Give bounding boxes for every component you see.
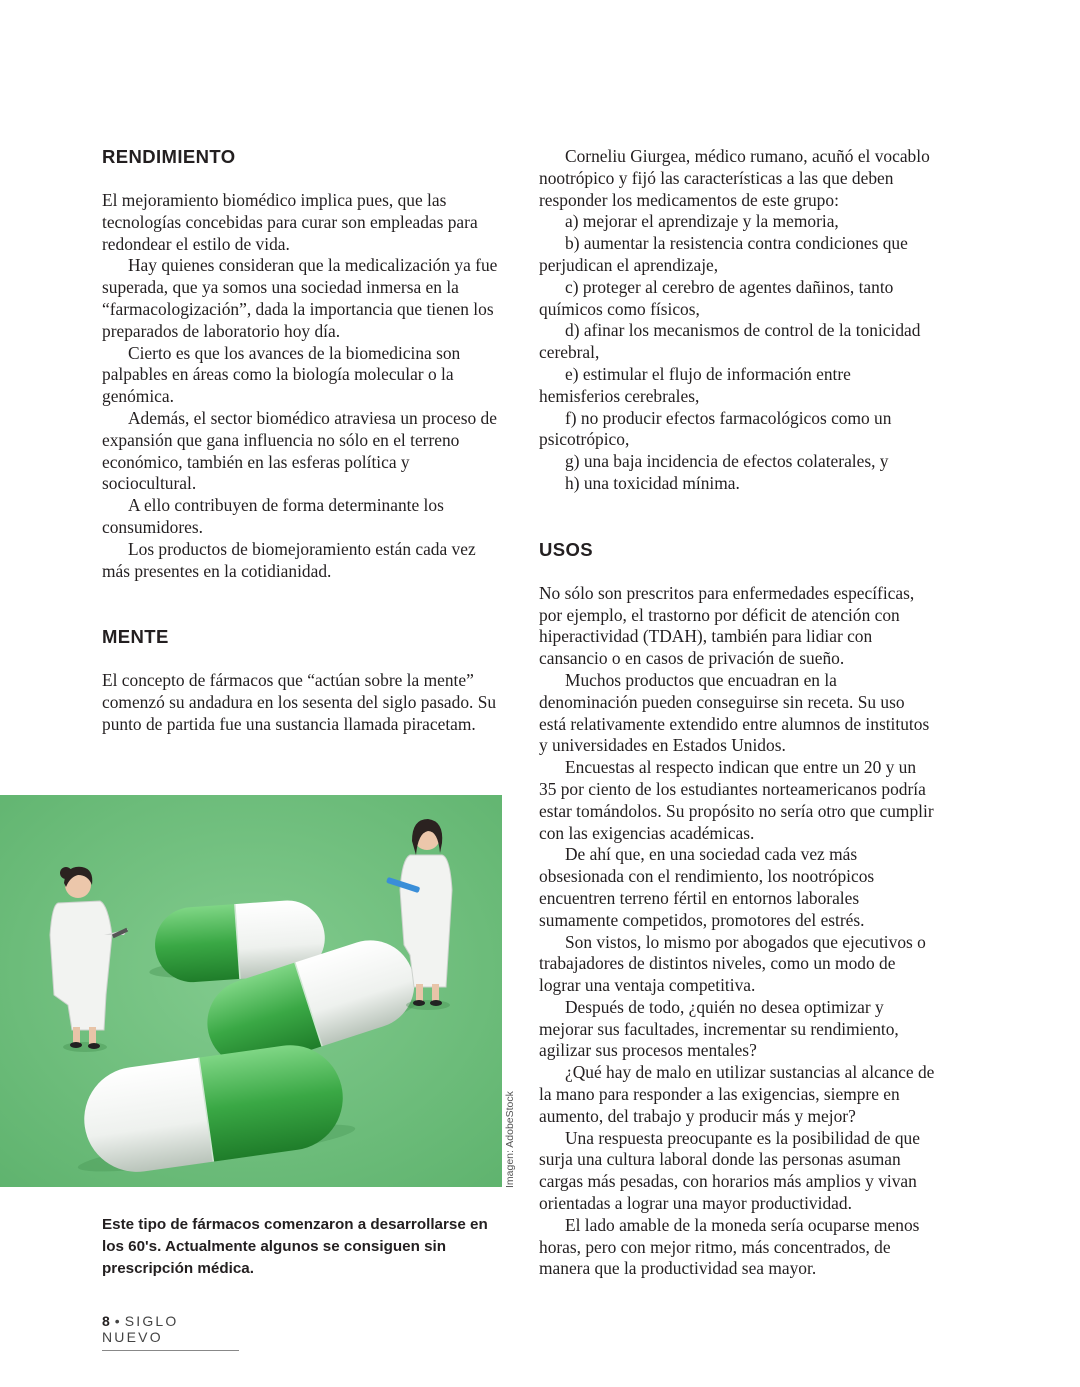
paragraph: Después de todo, ¿quién no desea optimizar y mejorar sus facultades, incrementar su rendimiento, agilizar sus procesos mentales? [539, 996, 899, 1061]
right-column [539, 146, 935, 1280]
list-item: b) aumentar la resistencia contra condiciones que perjudican el aprendizaje, [539, 233, 908, 275]
list-item: c) proteger al cerebro de agentes dañinos, tanto químicos como físicos, [539, 276, 894, 319]
list-item: g) una baja incidencia de efectos colaterales, y [565, 451, 889, 472]
paragraph: A ello contribuyen de forma determinante los consumidores. [102, 495, 444, 537]
photo-caption: Este tipo de fármacos comenzaron a desarrollarse en los 60's. Actualmente algunos se consiguen sin prescripción médica. [102, 1216, 488, 1277]
paragraph: Hay quienes consideran que la medicalización ya fue superada, que ya somos una sociedad inmersa en la “farmacologización”, dada la importancia que tienen los preparados de laboratorio hoy día. [102, 255, 498, 341]
publication-name: SIGLO NUEVO [102, 1313, 179, 1345]
section-heading-usos: USOS [539, 538, 594, 560]
paragraph: Además, el sector biomédico atraviesa un proceso de expansión que gana influencia no sólo en el terreno económico, también en las esferas política y sociocultural. [102, 407, 497, 494]
paragraph: Los productos de biomejoramiento están cada vez más presentes en la cotidianidad. [102, 538, 476, 581]
photo-credit: Imagen: AdobeStock [504, 1091, 516, 1188]
section-heading-rendimiento: RENDIMIENTO [102, 146, 236, 167]
paragraph: No sólo son prescritos para enfermedades específicas, por ejemplo, el trastorno por déficit de atención con hiperactividad (TDAH), también para lidiar con cansancio o en casos de privación de sueño. [539, 582, 915, 669]
paragraph: Corneliu Giurgea, médico rumano, acuñó el vocablo nootrópico y fijó las características a las que deben responder los medicamentos de este grupo: [539, 146, 930, 210]
paragraph: De ahí que, en una sociedad cada vez más obsesionada con el rendimiento, los nootrópicos encuentren terreno fértil en entornos laborales sumamente competidos, promotores del estrés. [539, 844, 875, 930]
paragraph: Una respuesta preocupante es la posibilidad de que surja una cultura laboral donde las personas asuman cargas más pesadas, con horarios más amplios y vivan orientadas a lograr una mayor productividad. [539, 1127, 920, 1214]
list-item: d) afinar los mecanismos de control de la tonicidad cerebral, [539, 320, 921, 363]
paragraph: Encuestas al respecto indican que entre un 20 y un 35 por ciento de los estudiantes norteamericanos podría estar tomándolos. Su propósito no sería otro que cumplir con las exigencias académicas. [539, 757, 934, 843]
section-heading-mente: MENTE [102, 626, 169, 648]
paragraph: El concepto de fármacos que “actúan sobre la mente” comenzó su andadura en los sesenta del siglo pasado. Su punto de partida fue una sustancia llamada piracetam. [102, 670, 497, 734]
footer-separator: • [114, 1313, 120, 1329]
list-item: h) una toxicidad mínima. [565, 472, 740, 493]
left-column [102, 146, 500, 736]
list-item: f) no producir efectos farmacológicos como un psicotrópico, [539, 407, 892, 450]
paragraph: Son vistos, lo mismo por abogados que ejecutivos o trabajadores de distintos niveles, como un modo de lograr una ventaja competitiva. [539, 931, 926, 996]
list-item: a) mejorar el aprendizaje y la memoria, [565, 211, 839, 232]
page-footer [102, 1313, 239, 1351]
paragraph: ¿Qué hay de malo en utilizar sustancias al alcance de la mano para responder a las exigencias, siempre en aumento, del trabajo y producir más y mejor? [539, 1062, 935, 1126]
paragraph: Muchos productos que encuadran en la denominación pueden conseguirse sin receta. Su uso está relativamente extendido entre alumnos de institutos y universidades en Estados Unidos. [539, 669, 930, 756]
paragraph: Cierto es que los avances de la biomedicina son palpables en áreas como la biología molecular o la genómica. [102, 342, 461, 407]
paragraph: El mejoramiento biomédico implica pues, que las tecnologías concebidas para curar son empleadas para redondear el estilo de vida. [102, 190, 478, 254]
list-item: e) estimular el flujo de información entre hemisferios cerebrales, [539, 363, 851, 406]
photo-credit-wrap [504, 1091, 518, 1298]
pills-doctors-photo [0, 795, 502, 1187]
paragraph: El lado amable de la moneda sería ocuparse menos horas, pero con mejor ritmo, más concentrados, de manera que la productividad sea mayor. [539, 1214, 920, 1279]
page-number: 8 [102, 1313, 110, 1329]
